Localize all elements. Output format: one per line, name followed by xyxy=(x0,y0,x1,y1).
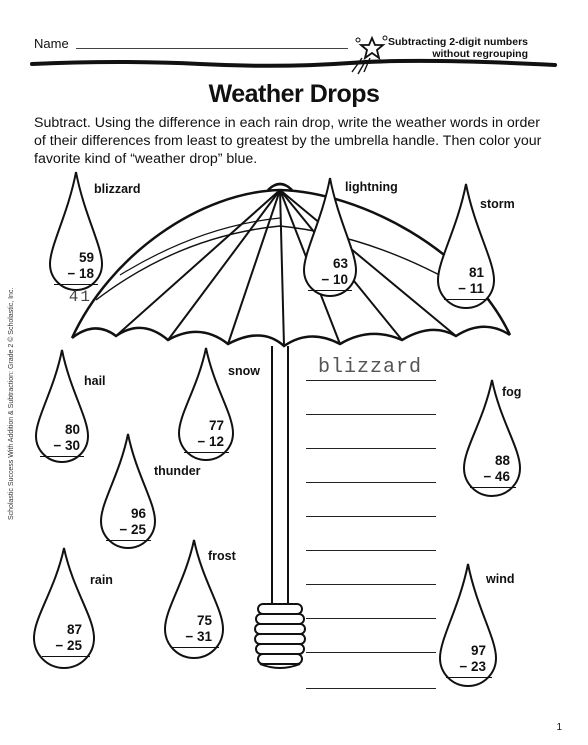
page-number: 1 xyxy=(556,722,562,733)
drop-word-snow: snow xyxy=(228,364,260,378)
drop-word-thunder: thunder xyxy=(154,464,201,478)
drop-subtrahend-thunder: − 25 xyxy=(119,522,146,538)
drop-subtrahend-storm: − 11 xyxy=(458,280,484,296)
answer-line-6[interactable] xyxy=(306,550,436,551)
drop-answer-line-frost[interactable] xyxy=(172,647,219,648)
drop-answer-line-thunder[interactable] xyxy=(106,540,151,541)
answer-line-7[interactable] xyxy=(306,584,436,585)
instructions: Subtract. Using the difference in each rain drop, write the weather words in order of their differences from least to greatest by the umbrella handle. Then color your favorite kind of “weather drop” blue. xyxy=(34,115,542,167)
topic-line-2: without regrouping xyxy=(432,48,528,60)
drop-minuend-thunder: 96 xyxy=(130,506,146,522)
copyright-side-text xyxy=(6,220,18,520)
answer-line-8[interactable] xyxy=(306,618,436,619)
answer-line-4[interactable] xyxy=(306,482,436,483)
drop-minuend-blizzard: 59 xyxy=(78,249,94,265)
answer-line-1[interactable] xyxy=(306,380,436,381)
drop-subtrahend-hail: − 30 xyxy=(53,437,80,453)
answer-1-text: blizzard xyxy=(318,356,423,379)
drop-minuend-snow: 77 xyxy=(208,418,224,434)
drop-subtrahend-wind: − 23 xyxy=(459,658,486,674)
drop-subtrahend-lightning: − 10 xyxy=(321,271,348,287)
drop-answer-line-wind[interactable] xyxy=(446,677,492,678)
copyright-text: Scholastic Success With Addition & Subtraction: Grade 2 © Scholastic, Inc. xyxy=(8,287,15,520)
name-label: Name xyxy=(34,36,69,51)
drop-minuend-frost: 75 xyxy=(196,613,212,629)
drop-word-lightning: lightning xyxy=(345,180,398,194)
drop-answer-blizzard: 41 xyxy=(68,287,92,306)
drop-subtrahend-snow: − 12 xyxy=(197,434,224,450)
drop-word-hail: hail xyxy=(84,374,106,388)
answer-line-9[interactable] xyxy=(306,652,436,653)
drop-word-wind: wind xyxy=(486,572,515,586)
drop-minuend-fog: 88 xyxy=(494,452,510,468)
answer-line-2[interactable] xyxy=(306,414,436,415)
drop-subtrahend-fog: − 46 xyxy=(483,468,510,484)
drop-subtrahend-blizzard: − 18 xyxy=(67,265,94,281)
drop-word-rain: rain xyxy=(90,573,113,587)
drop-word-blizzard: blizzard xyxy=(94,182,141,196)
drop-word-fog: fog xyxy=(502,385,522,399)
answer-line-10[interactable] xyxy=(306,688,436,689)
drop-answer-line-fog[interactable] xyxy=(470,487,516,488)
drop-minuend-lightning: 63 xyxy=(332,255,348,271)
topic-line-1: Subtracting 2-digit numbers xyxy=(387,36,528,48)
drop-subtrahend-frost: − 31 xyxy=(185,629,212,645)
drop-minuend-wind: 97 xyxy=(470,642,486,658)
answer-line-5[interactable] xyxy=(306,516,436,517)
drop-minuend-storm: 81 xyxy=(468,264,484,280)
drop-subtrahend-rain: − 25 xyxy=(55,637,82,653)
shooting-star-icon xyxy=(352,36,387,74)
page-title: Weather Drops xyxy=(208,80,380,108)
drop-word-frost: frost xyxy=(208,549,236,563)
drop-answer-line-rain[interactable] xyxy=(42,656,90,657)
drop-answer-line-blizzard[interactable] xyxy=(54,284,98,285)
header-divider xyxy=(32,61,555,66)
drop-answer-line-storm[interactable] xyxy=(444,299,490,300)
drop-word-storm: storm xyxy=(480,197,515,211)
answer-line-3[interactable] xyxy=(306,448,436,449)
drop-answer-line-hail[interactable] xyxy=(40,456,84,457)
drop-answer-line-lightning[interactable] xyxy=(308,290,352,291)
drop-answer-line-snow[interactable] xyxy=(184,452,229,453)
drop-minuend-hail: 80 xyxy=(64,421,80,437)
drop-minuend-rain: 87 xyxy=(66,621,82,637)
